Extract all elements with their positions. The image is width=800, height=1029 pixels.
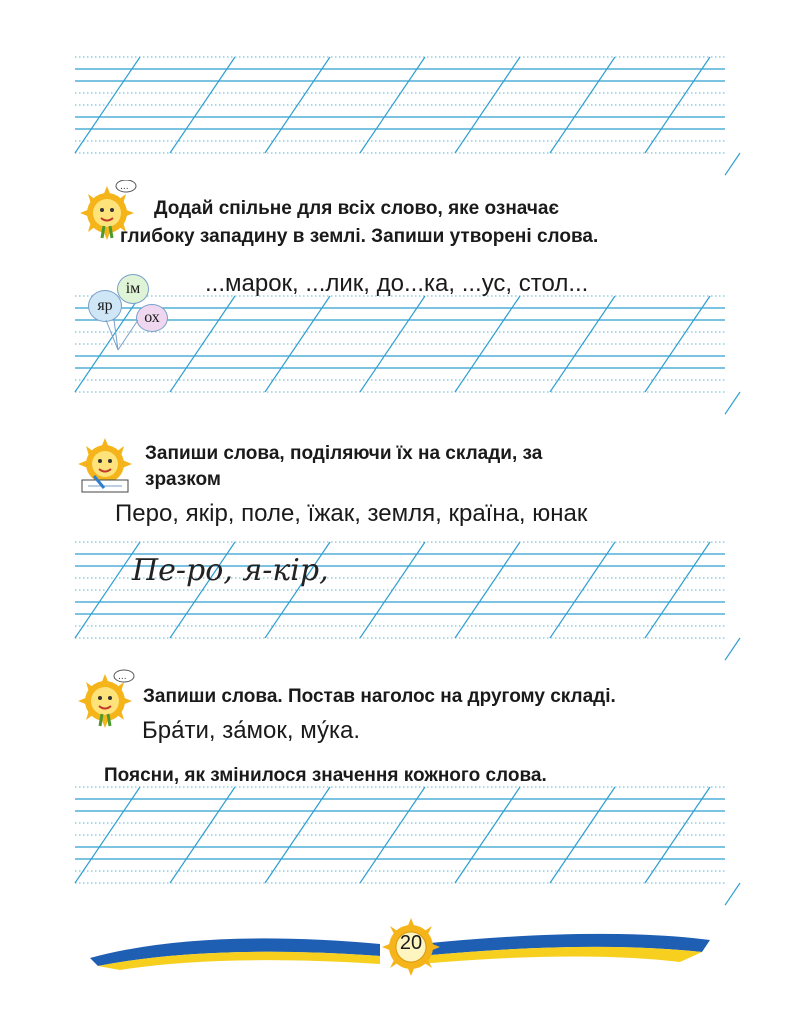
handwritten-sample: Пе-ро, я-кір, bbox=[132, 553, 329, 588]
svg-text:...: ... bbox=[120, 182, 129, 192]
hint-bubble-yar: яр bbox=[88, 290, 122, 322]
ruling-line bbox=[725, 392, 740, 414]
hint-bubble-im: ім bbox=[117, 274, 149, 304]
svg-text:...: ... bbox=[118, 672, 127, 682]
ruling-line bbox=[725, 883, 740, 905]
ruling-line bbox=[75, 542, 140, 638]
hint-bubble-oh: ох bbox=[136, 304, 168, 332]
sunflower-writing-icon bbox=[74, 436, 136, 496]
task3-question: Поясни, як змінилося значення кожного слова. bbox=[104, 765, 547, 786]
ruling-line bbox=[75, 57, 140, 153]
ruling-line bbox=[75, 787, 140, 883]
task1-instruction-line1: Додай спільне для всіх слово, яке означає bbox=[154, 198, 559, 219]
ruling-line bbox=[455, 296, 520, 392]
task2-instruction-line1: Запиши слова, поділяючи їх на склади, за bbox=[145, 443, 543, 464]
bubble-tails bbox=[100, 318, 160, 352]
ruling-line bbox=[455, 57, 520, 153]
ruling-line bbox=[455, 787, 520, 883]
ruling-line bbox=[725, 638, 740, 660]
page-number: 20 bbox=[399, 932, 423, 954]
task2-words: Перо, якір, поле, їжак, земля, країна, юнак bbox=[115, 500, 588, 527]
ruling-line bbox=[455, 542, 520, 638]
task1-words: ...марок, ...лик, до...ка, ...ус, стол... bbox=[205, 270, 589, 297]
task2-instruction-line2: зразком bbox=[145, 469, 221, 490]
task3-words: Брати, замок, мука. bbox=[142, 717, 361, 744]
task3-instruction: Запиши слова. Постав наголос на другому складі. bbox=[143, 686, 616, 707]
task1-instruction-line2: глибоку западину в землі. Запиши утворені слова. bbox=[120, 226, 599, 247]
sunflower-thinking-icon-2 bbox=[74, 668, 136, 730]
ruling-line bbox=[725, 153, 740, 175]
